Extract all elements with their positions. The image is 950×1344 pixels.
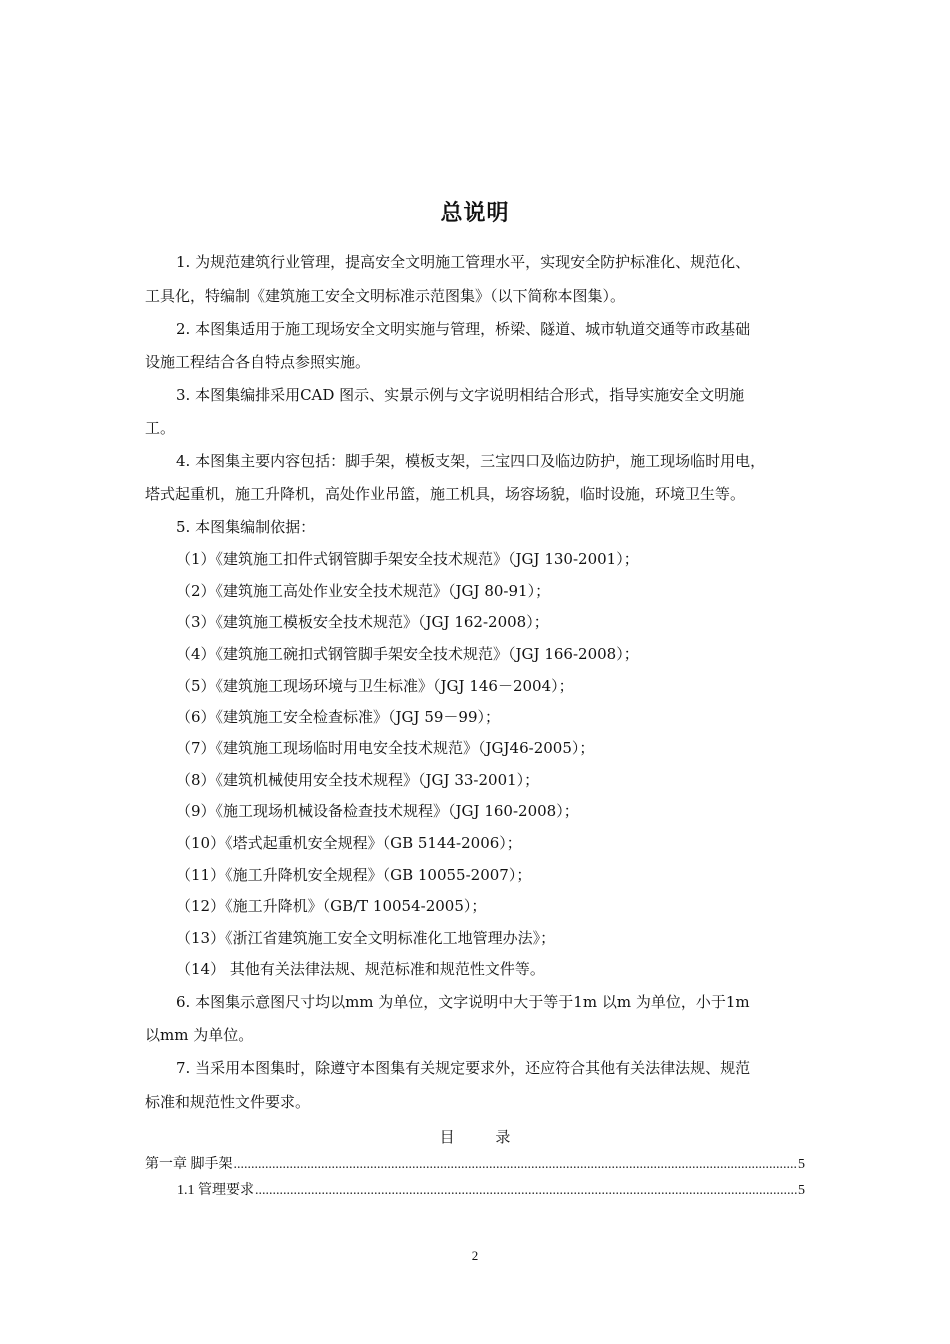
toc-entry-text: 1.1 管理要求 (177, 1183, 254, 1198)
toc-entry[interactable] (177, 1181, 805, 1201)
reference-item: （13）《浙江省建筑施工安全文明标准化工地管理办法》； (176, 929, 556, 947)
page-number: 2 (471, 1248, 479, 1263)
reference-item: （10）《塔式起重机安全规程》（GB 5144-2006）； (176, 834, 522, 852)
paragraph-line: 设施工程结合各自特点参照实施。 (145, 353, 371, 371)
paragraph-line: 1. 为规范建筑行业管理，提高安全文明施工管理水平，实现安全防护标准化、规范化、 (176, 253, 751, 271)
reference-item: （8）《建筑机械使用安全技术规程》（JGJ 33-2001）； (176, 771, 540, 789)
paragraph-line: 6. 本图集示意图尺寸均以mm 为单位，文字说明中大于等于1m 以m 为单位，小于1m (176, 993, 750, 1011)
toc-title: 目 录 (439, 1128, 529, 1146)
toc-entry-page: 5 (798, 1157, 805, 1172)
toc-entry[interactable] (145, 1155, 805, 1175)
paragraph-line: 7. 当采用本图集时，除遵守本图集有关规定要求外，还应符合其他有关法律法规、规范 (176, 1059, 751, 1077)
paragraph-line: 工具化，特编制《建筑施工安全文明标准示范图集》（以下简称本图集）。 (145, 287, 626, 305)
paragraph-line: 以mm 为单位。 (145, 1026, 254, 1044)
paragraph-line: 4. 本图集主要内容包括：脚手架，模板支架，三宝四口及临边防护，施工现场临时用电， (176, 452, 766, 470)
reference-item: （7）《建筑施工现场临时用电安全技术规范》（JGJ46-2005）； (176, 739, 595, 757)
reference-item: （9）《施工现场机械设备检查技术规程》（JGJ 160-2008）； (176, 802, 579, 820)
paragraph-line: 2. 本图集适用于施工现场安全文明实施与管理，桥梁、隧道、城市轨道交通等市政基础 (176, 320, 751, 338)
reference-item: （11）《施工升降机安全规程》（GB 10055-2007）； (176, 866, 532, 884)
toc-dot-leader (234, 1155, 798, 1175)
reference-item: （12）《施工升降机》（GB/T 10054-2005）； (176, 897, 487, 915)
reference-item: （5）《建筑施工现场环境与卫生标准》（JGJ 146－2004）； (176, 677, 574, 695)
toc-entry-text: 第一章 脚手架 (145, 1157, 233, 1172)
paragraph-line: 5. 本图集编制依据： (176, 518, 316, 536)
paragraph-line: 工。 (145, 419, 176, 437)
reference-item: （4）《建筑施工碗扣式钢管脚手架安全技术规范》（JGJ 166-2008）； (176, 645, 639, 663)
paragraph-line: 塔式起重机，施工升降机，高处作业吊篮，施工机具，场容场貌，临时设施，环境卫生等。 (145, 485, 746, 503)
toc-entry-page: 5 (798, 1183, 805, 1198)
paragraph-line: 标准和规范性文件要求。 (145, 1093, 311, 1111)
reference-item: （6）《建筑施工安全检查标准》（JGJ 59－99）； (176, 708, 500, 726)
paragraph-line: 3. 本图集编排采用CAD 图示、实景示例与文字说明相结合形式，指导实施安全文明施 (176, 386, 745, 404)
reference-item: （1）《建筑施工扣件式钢管脚手架安全技术规范》（JGJ 130-2001）； (176, 550, 639, 568)
reference-item: （14） 其他有关法律法规、规范标准和规范性文件等。 (176, 960, 545, 978)
reference-item: （2）《建筑施工高处作业安全技术规范》（JGJ 80-91）； (176, 582, 551, 600)
reference-item: （3）《建筑施工模板安全技术规范》（JGJ 162-2008）； (176, 613, 549, 631)
toc-dot-leader (255, 1181, 797, 1201)
page-title: 总说明 (440, 201, 510, 226)
